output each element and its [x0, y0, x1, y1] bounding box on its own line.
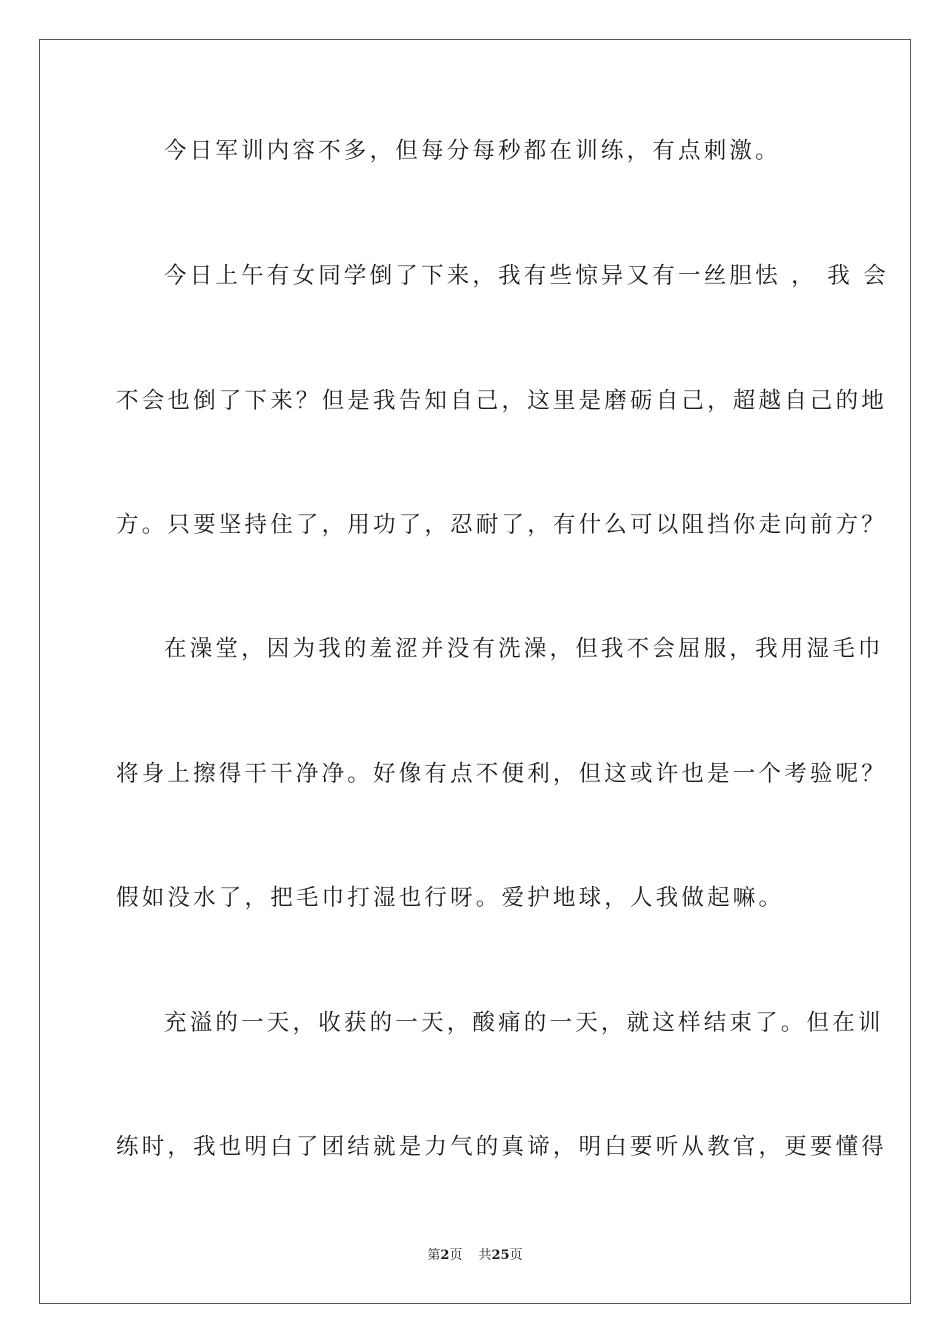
total-suffix: 页 [509, 1248, 523, 1263]
total-prefix: 共 [478, 1248, 492, 1263]
paragraph-line: 不会也倒了下来？但是我告知自己，这里是磨砺自己，超越自己的地 [116, 388, 888, 414]
paragraph-line: 将身上擦得干干净净。好像有点不便利，但这或许也是一个考验呢？ [116, 761, 888, 787]
page-number: 2 [440, 1248, 450, 1263]
paragraph-line: 在澡堂，因为我的羞涩并没有洗澡，但我不会屈服，我用湿毛巾 [164, 636, 884, 662]
paragraph-line: 假如没水了，把毛巾打湿也行呀。爱护地球，人我做起嘛。 [116, 885, 785, 911]
page-border [39, 39, 911, 1304]
paragraph-line: 充溢的一天，收获的一天，酸痛的一天，就这样结束了。但在训 [164, 1010, 884, 1036]
paragraph-line: 练时，我也明白了团结就是力气的真谛，明白要听从教官，更要懂得 [116, 1134, 888, 1160]
page-footer [0, 1247, 950, 1265]
page-prefix: 第 [427, 1248, 441, 1263]
paragraph-line: 今日军训内容不多，但每分每秒都在训练，有点刺激。 [164, 138, 781, 164]
total-pages: 25 [491, 1248, 510, 1263]
paragraph-line: 方。只要坚持住了，用功了，忍耐了，有什么可以阻挡你走向前方？ [116, 512, 888, 538]
paragraph-line: 今日上午有女同学倒了下来，我有些惊异又有一丝胆怯 ， 我 会 [164, 263, 889, 289]
page-suffix: 页 [449, 1248, 463, 1263]
